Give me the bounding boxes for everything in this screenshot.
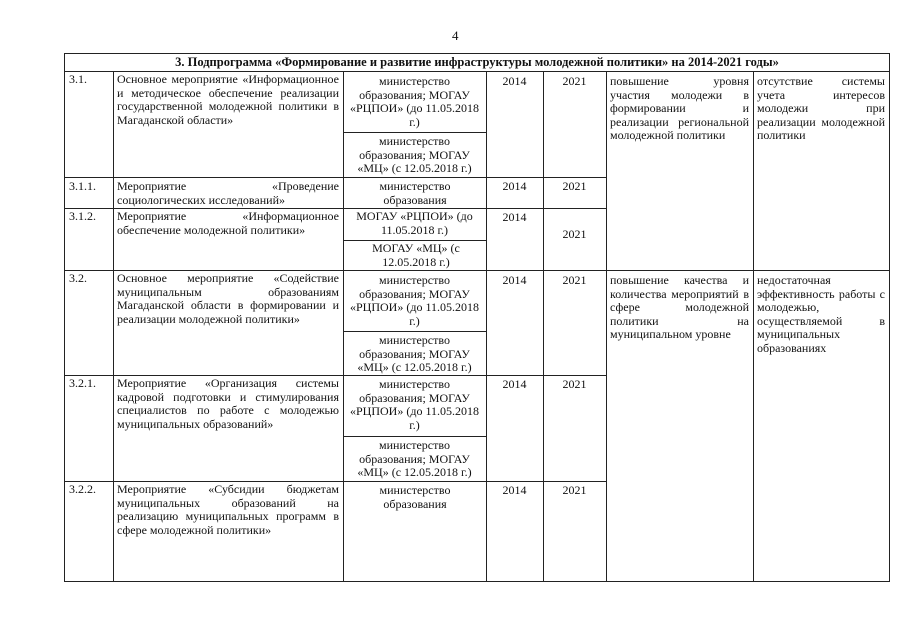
row-end-year: 2021 <box>562 483 587 497</box>
row-end-year: 2021 <box>562 273 587 287</box>
grid-line <box>343 132 486 133</box>
program-table <box>64 53 890 582</box>
row-executor: министерство образования; МОГАУ «РЦПОИ» (до 11.05.2018 г.) <box>350 377 479 432</box>
page-number: 4 <box>452 28 459 43</box>
grid-line <box>343 331 486 332</box>
row-end-year: 2021 <box>562 377 587 391</box>
row-start-year: 2014 <box>502 483 527 497</box>
grid-line <box>113 71 114 581</box>
row-number: 3.1.2. <box>69 209 96 223</box>
row-executor: министерство образования; МОГАУ «МЦ» (с 12.05.2018 г.) <box>357 438 472 479</box>
row-executor: министерство образования; МОГАУ «РЦПОИ» (до 11.05.2018 г.) <box>350 74 479 129</box>
grid-line <box>606 71 607 581</box>
row-executor: МОГАУ «РЦПОИ» (до 11.05.2018 г.) <box>356 209 473 237</box>
grid-line <box>65 177 606 178</box>
row-number: 3.2. <box>69 271 87 285</box>
row-executor: министерство образования <box>379 483 451 511</box>
row-consequence: отсутствие системы учета интересов молодежи при реализации молодежной политики <box>757 74 885 142</box>
row-number: 3.1. <box>69 72 87 86</box>
row-end-year: 2021 <box>562 179 587 193</box>
row-executor: министерство образования; МОГАУ «МЦ» (с 12.05.2018 г.) <box>357 134 472 175</box>
section-title: 3. Подпрограмма «Формирование и развитие инфраструктуры молодежной политики» на 2014-2021 годы» <box>175 55 779 69</box>
row-start-year: 2014 <box>502 377 527 391</box>
grid-line <box>543 71 544 581</box>
row-name: Мероприятие «Субсидии бюджетам муниципальных образований на реализацию муниципальных программ в сфере молодежной политики» <box>117 482 339 537</box>
row-start-year: 2014 <box>502 179 527 193</box>
row-executor: министерство образования; МОГАУ «МЦ» (с 12.05.2018 г.) <box>357 333 472 374</box>
row-start-year: 2014 <box>502 74 527 88</box>
row-name: Мероприятие «Информационное обеспечение молодежной политики» <box>117 209 339 237</box>
row-number: 3.2.1. <box>69 376 96 390</box>
row-start-year: 2014 <box>502 273 527 287</box>
row-executor: МОГАУ «МЦ» (с 12.05.2018 г.) <box>372 241 460 269</box>
row-start-year: 2014 <box>502 210 527 224</box>
row-executor: министерство образования <box>379 179 451 207</box>
row-result: повышение качества и количества мероприятий в сфере молодежной политики на муниципальном уровне <box>610 273 749 341</box>
row-name: Основное мероприятие «Содействие муниципальным образованиям Магаданской области в формировании и реализации молодежной политики» <box>117 271 339 326</box>
row-number: 3.1.1. <box>69 179 96 193</box>
row-executor: министерство образования; МОГАУ «РЦПОИ» (до 11.05.2018 г.) <box>350 273 479 328</box>
grid-line <box>486 71 487 581</box>
row-result: повышение уровня участия молодежи в формировании и реализации региональной молодежной политики <box>610 74 749 142</box>
row-name: Мероприятие «Организация системы кадровой подготовки и стимулирования специалистов по работе с молодежью муниципальных образований» <box>117 376 339 431</box>
grid-line <box>343 436 486 437</box>
row-end-year: 2021 <box>562 227 587 241</box>
row-end-year: 2021 <box>562 74 587 88</box>
row-name: Мероприятие «Проведение социологических исследований» <box>117 179 339 207</box>
row-consequence: недостаточная эффективность работы с молодежью, осуществляемой в муниципальных образованиях <box>757 273 885 355</box>
row-number: 3.2.2. <box>69 482 96 496</box>
grid-line <box>753 71 754 581</box>
row-name: Основное мероприятие «Информационное и методическое обеспечение реализации государственной молодежной политики в Магаданской области» <box>117 72 339 127</box>
grid-line <box>343 71 344 581</box>
